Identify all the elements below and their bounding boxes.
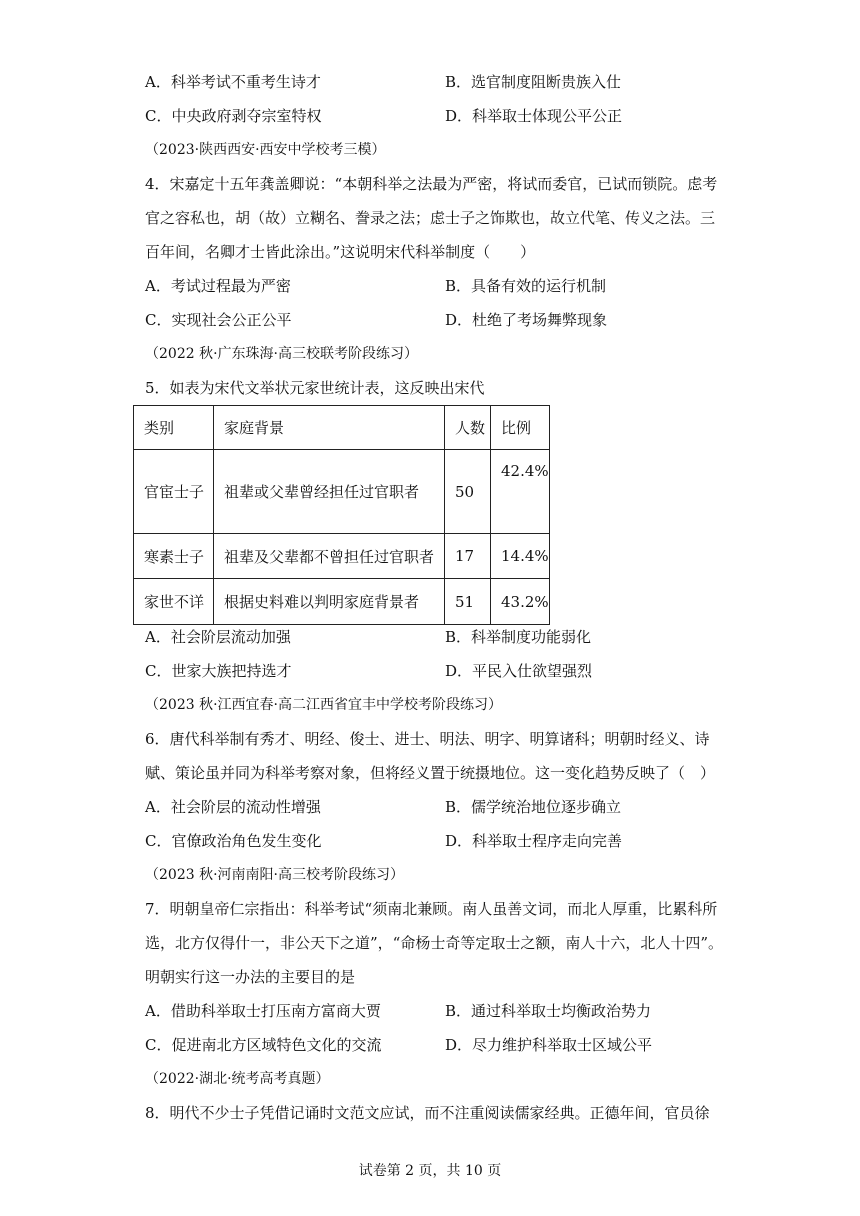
q7-stem-line-1: 7．明朝皇帝仁宗指出：科举考试“须南北兼顾。南人虽善文词，而北人厚重，比累科所	[145, 900, 718, 918]
q4-option-b: B．具备有效的运行机制	[445, 277, 607, 295]
table-cell: 祖辈或父辈曾经担任过官职者	[214, 450, 445, 534]
q7-source: （2023 秋·河南南阳·高三校考阶段练习）	[145, 867, 404, 883]
q5-source: （2022 秋·广东珠海·高三校联考阶段练习）	[145, 346, 418, 362]
table-cell: 家世不详	[134, 579, 214, 625]
q4-stem-line-3: 百年间，名卿才士皆此涂出。”这说明宋代科举制度（ ）	[145, 243, 536, 261]
q6-option-b: B．儒学统治地位逐步确立	[445, 798, 622, 816]
q5-stem: 5．如表为宋代文举状元家世统计表，这反映出宋代	[145, 379, 485, 397]
q8-source: （2022·湖北·统考高考真题）	[145, 1071, 330, 1087]
q4-stem-line-2: 官之容私也，胡（故）立糊名、誊录之法；虑士子之饰欺也，故立代笔、传义之法。三	[145, 209, 716, 227]
q6-option-a: A．社会阶层的流动性增强	[145, 798, 321, 816]
q5-option-b: B．科举制度功能弱化	[445, 628, 592, 646]
q7-option-b: B．通过科举取士均衡政治势力	[445, 1002, 652, 1020]
q4-option-c: C．实现社会公正公平	[145, 311, 292, 329]
q7-option-d: D．尽力维护科举取士区域公平	[445, 1036, 653, 1054]
q3-option-d: D．科举取士体现公平公正	[445, 107, 623, 125]
table-row	[134, 450, 550, 534]
q4-stem-line-1: 4．宋嘉定十五年龚盖卿说：“本朝科举之法最为严密，将试而委官，已试而锁院。虑考	[145, 175, 718, 193]
table-row	[134, 534, 550, 579]
table-row	[134, 579, 550, 625]
q3-option-c: C．中央政府剥夺宗室特权	[145, 107, 322, 125]
table-cell: 根据史料难以判明家庭背景者	[214, 579, 445, 625]
q7-option-c: C．促进南北方区域特色文化的交流	[145, 1036, 382, 1054]
family-background-table	[133, 405, 550, 625]
table-header-cell: 类别	[134, 406, 214, 450]
q8-stem-line-1: 8．明代不少士子凭借记诵时文范文应试，而不注重阅读儒家经典。正德年间，官员徐	[145, 1104, 710, 1122]
q5-option-c: C．世家大族把持选才	[145, 662, 292, 680]
q6-stem-line-2: 赋、策论虽并同为科举考察对象，但将经义置于统摄地位。这一变化趋势反映了（ ）	[145, 764, 716, 782]
table-cell: 50	[445, 450, 491, 534]
q7-option-a: A．借助科举取士打压南方富商大贾	[145, 1002, 381, 1020]
table-cell: 17	[445, 534, 491, 579]
table-cell: 42.4%	[491, 450, 550, 534]
q6-source: （2023 秋·江西宜春·高二江西省宜丰中学校考阶段练习）	[145, 697, 502, 713]
table-header-cell: 家庭背景	[214, 406, 445, 450]
table-cell: 14.4%	[491, 534, 550, 579]
q5-option-d: D．平民入仕欲望强烈	[445, 662, 593, 680]
table-cell: 祖辈及父辈都不曾担任过官职者	[214, 534, 445, 579]
table-cell: 寒素士子	[134, 534, 214, 579]
q3-option-b: B．选官制度阻断贵族入仕	[445, 73, 622, 91]
q4-option-a: A．考试过程最为严密	[145, 277, 291, 295]
page-footer: 试卷第 2 页，共 10 页	[358, 1163, 502, 1179]
table-cell: 51	[445, 579, 491, 625]
table-header-cell: 人数	[445, 406, 491, 450]
table-header-row	[134, 406, 550, 450]
q5-option-a: A．社会阶层流动加强	[145, 628, 291, 646]
q4-option-d: D．杜绝了考场舞弊现象	[445, 311, 608, 329]
table-cell: 官宦士子	[134, 450, 214, 534]
table-header-cell: 比例	[491, 406, 550, 450]
q6-option-d: D．科举取士程序走向完善	[445, 832, 623, 850]
q3-option-a: A．科举考试不重考生诗才	[145, 73, 321, 91]
q7-stem-line-2: 选，北方仅得什一，非公天下之道”，“命杨士奇等定取士之额，南人十六，北人十四”。	[145, 934, 724, 952]
q7-stem-line-3: 明朝实行这一办法的主要目的是	[145, 968, 356, 986]
table-cell: 43.2%	[491, 579, 550, 625]
q4-source: （2023·陕西西安·西安中学校考三模）	[145, 142, 386, 158]
q6-stem-line-1: 6．唐代科举制有秀才、明经、俊士、进士、明法、明字、明算诸科；明朝时经义、诗	[145, 730, 710, 748]
q6-option-c: C．官僚政治角色发生变化	[145, 832, 322, 850]
